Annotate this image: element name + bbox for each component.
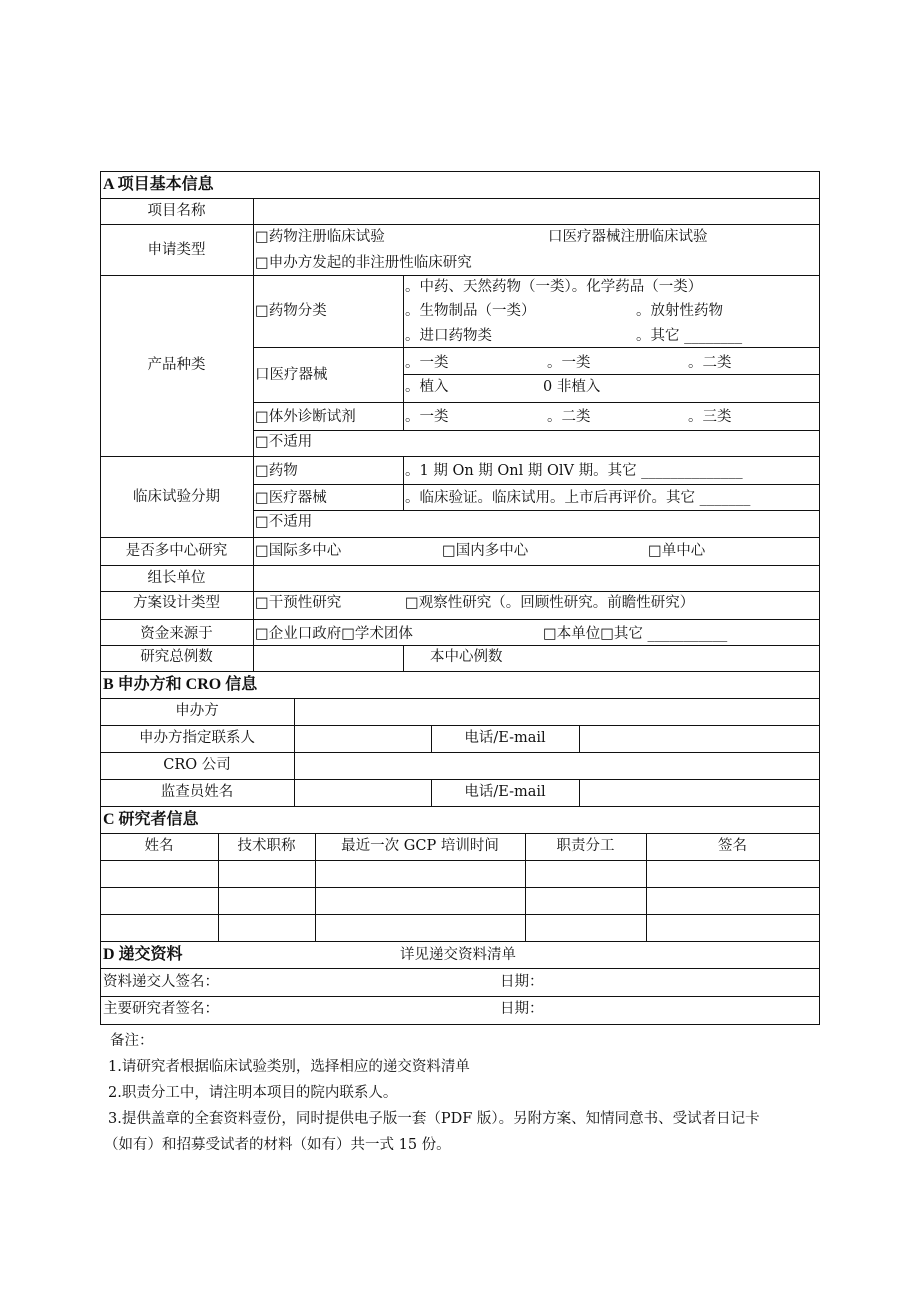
section-c-title: C 研究者信息: [103, 811, 199, 828]
center-cases-field[interactable]: [520, 647, 818, 667]
apply-type-device-checkbox[interactable]: 口医疗器械注册临床试验: [548, 229, 708, 245]
ivd-checkbox[interactable]: □体外诊断试剂: [255, 409, 356, 425]
investigator-cell[interactable]: [317, 917, 523, 937]
note-item: 1.请研究者根据临床试验类别，选择相应的递交资料清单: [108, 1059, 470, 1075]
drug-class-option-radioactive[interactable]: 。放射性药物: [636, 303, 723, 319]
materials-reference: 详见递交资料清单: [400, 947, 516, 963]
investigator-cell[interactable]: [317, 890, 523, 910]
drug-class-option-row1[interactable]: 。中药、天然药物（一类）。化学药品（一类）: [405, 279, 703, 295]
sponsor-label: 申办方: [175, 703, 219, 719]
apply-type-drug-checkbox[interactable]: □药物注册临床试验: [255, 229, 385, 245]
section-b-title: B 申办方和 CRO 信息: [103, 676, 258, 693]
table-border-top: [100, 171, 820, 172]
device-option-class1b[interactable]: 。一类: [547, 355, 591, 371]
device-option-non-implant[interactable]: 0 非植入: [543, 379, 601, 395]
total-cases-label: 研究总例数: [140, 649, 213, 665]
funding-options-2[interactable]: □本单位□其它 ___________: [543, 626, 728, 642]
multicenter-label: 是否多中心研究: [125, 543, 228, 559]
project-name-label: 项目名称: [147, 203, 206, 219]
product-na-checkbox[interactable]: □不适用: [255, 434, 313, 450]
investigator-cell[interactable]: [220, 863, 313, 883]
device-option-class1[interactable]: 。一类: [405, 355, 449, 371]
monitor-name-label: 监查员姓名: [160, 784, 234, 800]
submitter-date-label: 日期：: [500, 974, 544, 990]
investigator-cell[interactable]: [648, 917, 817, 937]
sponsor-field[interactable]: [296, 701, 818, 721]
note-item: （如有）和招募受试者的材料（如有）共一式 15 份。: [104, 1137, 451, 1153]
drug-class-checkbox[interactable]: □药物分类: [255, 303, 327, 319]
pi-signature-label: 主要研究者签名：: [103, 1001, 219, 1017]
note-item: 3.提供盖章的全套资料壹份，同时提供电子版一套（PDF 版）。另附方案、知情同意书、受试者日记卡: [108, 1111, 760, 1127]
notes: [104, 1028, 824, 1158]
phase-device-checkbox[interactable]: □医疗器械: [255, 490, 327, 506]
multicenter-intl-checkbox[interactable]: □国际多中心: [255, 543, 342, 559]
single-center-checkbox[interactable]: □单中心: [648, 543, 706, 559]
investigator-cell[interactable]: [220, 917, 313, 937]
drug-class-option-other[interactable]: 。其它 ________: [636, 328, 743, 344]
investigator-cell[interactable]: [102, 863, 216, 883]
drug-class-option-imported[interactable]: 。进口药物类: [405, 328, 492, 344]
monitor-name-field[interactable]: [296, 782, 429, 802]
apply-type-sponsor-checkbox[interactable]: □申办方发起的非注册性临床研究: [255, 255, 472, 271]
investigator-cell[interactable]: [648, 890, 817, 910]
investigator-cell[interactable]: [317, 863, 523, 883]
column-header-title: 技术职称: [237, 838, 296, 854]
investigator-cell[interactable]: [220, 890, 313, 910]
note-item: 2.职责分工中，请注明本项目的院内联系人。: [108, 1085, 398, 1101]
monitor-phone-email-field[interactable]: [581, 782, 818, 802]
cro-company-label: CRO 公司: [163, 757, 231, 773]
device-option-implant[interactable]: 。植入: [405, 379, 449, 395]
pi-date-label: 日期：: [500, 1001, 544, 1017]
notes-header: 备注：: [110, 1033, 154, 1049]
sponsor-phone-email-field[interactable]: [581, 728, 818, 748]
sponsor-contact-field[interactable]: [296, 728, 429, 748]
investigator-cell[interactable]: [648, 863, 817, 883]
phase-drug-options[interactable]: 。1 期 On 期 Onl 期 OlV 期。其它 ______________: [405, 463, 743, 479]
table-border-right: [819, 171, 820, 1024]
phase-device-options[interactable]: 。临床验证。临床试用。上市后再评价。其它 _______: [405, 490, 751, 506]
design-interventional-checkbox[interactable]: □干预性研究: [255, 595, 342, 611]
sponsor-phone-email-label: 电话/E-mail: [464, 730, 546, 746]
phase-label: 临床试验分期: [133, 489, 220, 505]
device-option-class2[interactable]: 。二类: [688, 355, 732, 371]
column-header-duties: 职责分工: [556, 838, 615, 854]
ivd-option-class3[interactable]: 。三类: [688, 409, 732, 425]
column-header-name: 姓名: [144, 838, 174, 854]
cro-company-field[interactable]: [296, 755, 818, 775]
product-type-label: 产品种类: [147, 357, 206, 373]
investigator-cell[interactable]: [102, 890, 216, 910]
center-cases-label: 本中心例数: [430, 649, 503, 665]
section-d-title: D 递交资料: [103, 946, 183, 963]
monitor-phone-email-label: 电话/E-mail: [464, 784, 546, 800]
investigator-cell[interactable]: [527, 917, 644, 937]
investigator-cell[interactable]: [102, 917, 216, 937]
drug-class-option-biologic[interactable]: 。生物制品（一类）: [405, 303, 536, 319]
ivd-option-class1[interactable]: 。一类: [405, 409, 449, 425]
column-header-gcp-training: 最近一次 GCP 培训时间: [341, 838, 499, 854]
leader-unit-field[interactable]: [255, 568, 818, 588]
funding-options-1[interactable]: □企业口政府□学术团体: [255, 626, 413, 642]
funding-label: 资金来源于: [140, 626, 213, 642]
phase-drug-checkbox[interactable]: □药物: [255, 463, 298, 479]
total-cases-field[interactable]: [255, 647, 401, 667]
investigator-cell[interactable]: [527, 890, 644, 910]
design-type-label: 方案设计类型: [133, 595, 220, 611]
section-a-title: A 项目基本信息: [103, 176, 214, 193]
apply-type-label: 申请类型: [147, 242, 206, 258]
design-observational-checkbox[interactable]: □观察性研究（。回顾性研究。前瞻性研究）: [405, 595, 695, 611]
table-border-bottom: [100, 1024, 820, 1025]
device-checkbox[interactable]: 口医疗器械: [255, 367, 328, 383]
multicenter-domestic-checkbox[interactable]: □国内多中心: [442, 543, 529, 559]
ivd-option-class2[interactable]: 。二类: [547, 409, 591, 425]
column-header-signature: 签名: [718, 838, 747, 854]
investigator-cell[interactable]: [527, 863, 644, 883]
leader-unit-label: 组长单位: [147, 570, 206, 586]
submitter-signature-label: 资料递交人签名：: [103, 974, 219, 990]
sponsor-contact-label: 申办方指定联系人: [139, 730, 255, 746]
phase-na-checkbox[interactable]: □不适用: [255, 514, 313, 530]
project-name-field[interactable]: [255, 201, 818, 221]
